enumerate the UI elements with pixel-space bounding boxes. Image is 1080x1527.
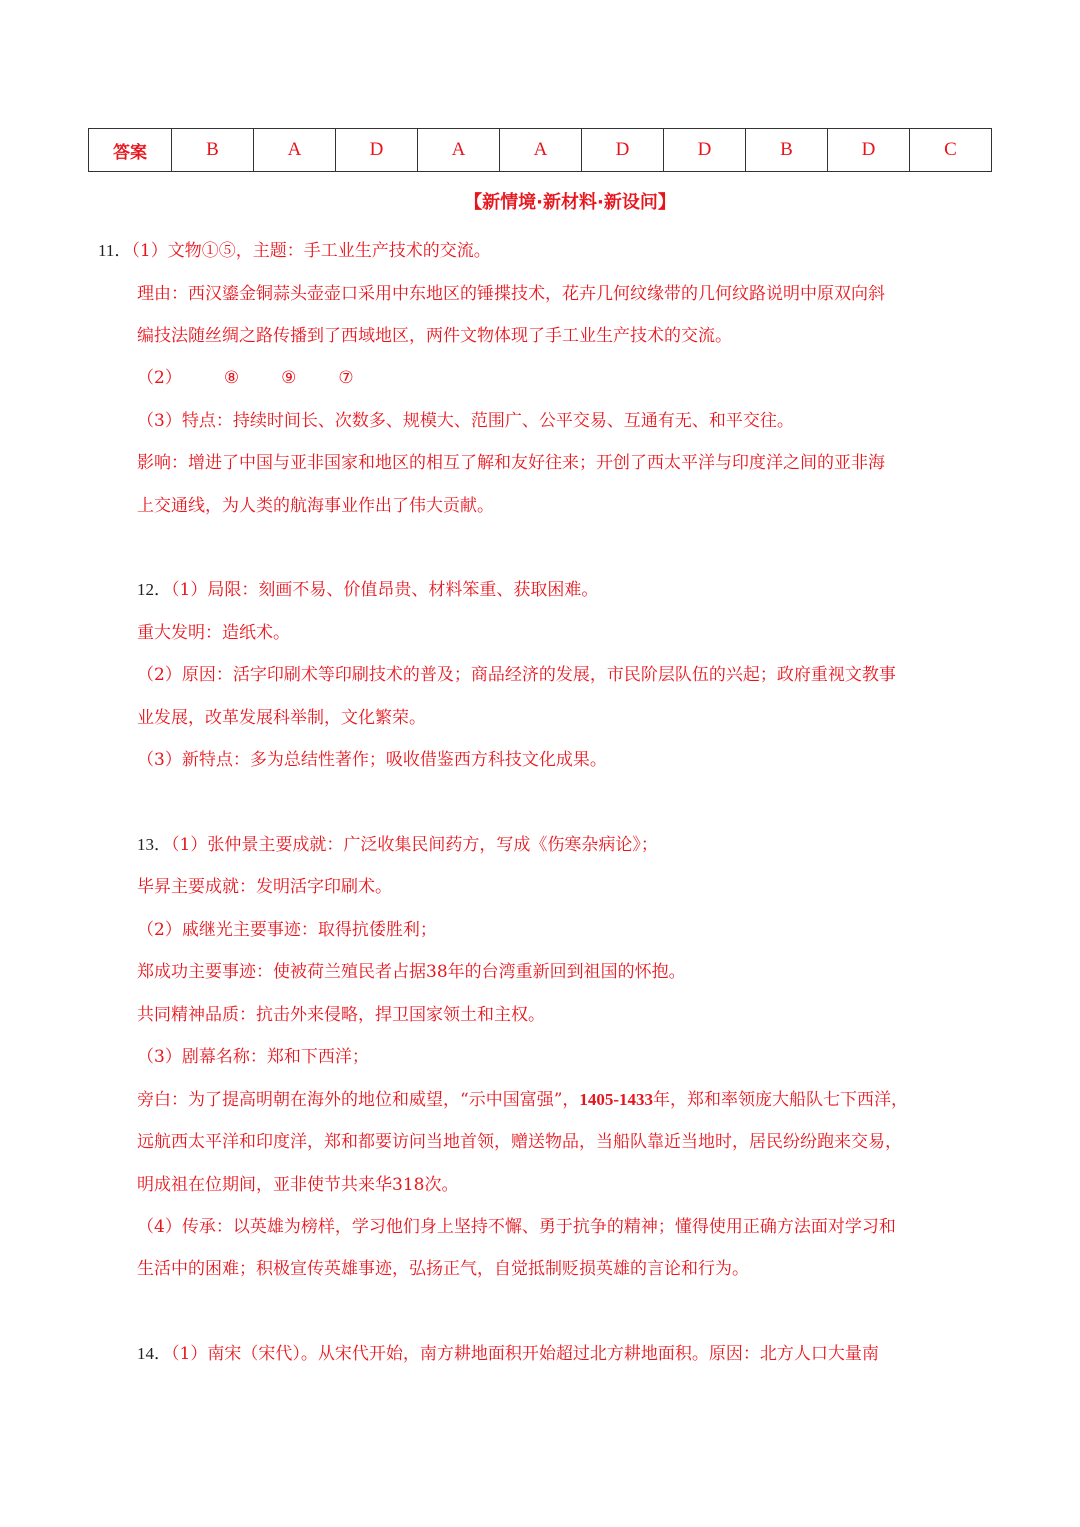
answer-cell: D <box>582 129 664 172</box>
answer-text: 生活中的困难；积极宣传英雄事迹，弘扬正气，自觉抵制贬损英雄的言论和行为。 <box>137 1259 749 1279</box>
answer-text: 影响：增进了中国与亚非国家和地区的相互了解和友好往来；开创了西太平洋与印度洋之间的亚非海 <box>137 453 885 473</box>
q12-line <box>137 577 990 603</box>
answer-text: （3）新特点：多为总结性著作；吸收借鉴西方科技文化成果。 <box>137 750 607 770</box>
answer-text: 毕昇主要成就：发明活字印刷术。 <box>137 877 392 897</box>
answer-text: 重大发明：造纸术。 <box>137 623 290 643</box>
answer-cell: B <box>172 129 254 172</box>
question-number: 13． <box>137 835 171 854</box>
answer-cell: C <box>910 129 992 172</box>
answer-text: （1）文物①⑤，主题：手工业生产技术的交流。 <box>131 241 491 261</box>
answer-text: 共同精神品质：抗击外来侵略，捍卫国家领土和主权。 <box>137 1005 545 1025</box>
answer-text: （2）原因：活字印刷术等印刷技术的普及；商品经济的发展，市民阶层队伍的兴起；政府重视文教事 <box>137 665 896 685</box>
answer-text: 年，郑和率领庞大船队七下西洋， <box>653 1090 909 1110</box>
answer-text: （4）传承：以英雄为榜样，学习他们身上坚持不懈、勇于抗争的精神；懂得使用正确方法面对学习和 <box>137 1217 896 1237</box>
answer-text: （1）张仲景主要成就：广泛收集民间药方，写成《伤寒杂病论》； <box>171 835 658 855</box>
answer-cell: A <box>254 129 336 172</box>
year-range: 1405-1433 <box>579 1090 654 1109</box>
answer-text: （1）局限：刻画不易、价值昂贵、材料笨重、获取困难。 <box>171 580 599 600</box>
choice-answer: ⑧ <box>223 368 240 388</box>
choice-answer: ⑨ <box>281 368 297 388</box>
answer-text: 旁白：为了提高明朝在海外的地位和威望，“示中国富强”， <box>137 1090 580 1110</box>
question-number: 11． <box>98 241 132 260</box>
answer-text: 明成祖在位期间，亚非使节共来华318次。 <box>137 1175 459 1195</box>
answer-text: （3）特点：持续时间长、次数多、规模大、范围广、公平交易、互通有无、和平交往。 <box>137 411 794 431</box>
choice-answer: ⑦ <box>338 368 354 388</box>
answer-text: （1）南宋（宋代）。从宋代开始，南方耕地面积开始超过北方耕地面积。原因：北方人口大量南 <box>171 1344 879 1364</box>
answer-text: 编技法随丝绸之路传播到了西域地区，两件文物体现了手工业生产技术的交流。 <box>137 326 732 346</box>
q11-part2-line <box>137 365 990 391</box>
answer-text: 上交通线，为人类的航海事业作出了伟大贡献。 <box>137 496 494 516</box>
answer-text: （3）剧幕名称：郑和下西洋； <box>137 1047 369 1067</box>
q14-line <box>137 1341 990 1367</box>
answer-text: 郑成功主要事迹：使被荷兰殖民者占据38年的台湾重新回到祖国的怀抱。 <box>137 962 686 982</box>
answer-text: 理由：西汉鎏金铜蒜头壶壶口采用中东地区的锤揲技术，花卉几何纹缘带的几何纹路说明中原双向斜 <box>137 284 885 304</box>
answer-cell: D <box>828 129 910 172</box>
answer-text: 业发展，改革发展科举制，文化繁荣。 <box>137 708 426 728</box>
answer-header-cell: 答案 <box>89 129 172 172</box>
answer-row <box>89 129 992 172</box>
section-title: 【新情境·新材料·新设问】 <box>464 192 676 213</box>
q11-line <box>98 238 990 264</box>
answer-cell: A <box>500 129 582 172</box>
answer-text: 远航西太平洋和印度洋，郑和都要访问当地首领，赠送物品，当船队靠近当地时，居民纷纷跑来交易， <box>137 1132 902 1152</box>
answer-cell: D <box>336 129 418 172</box>
answer-cell: A <box>418 129 500 172</box>
answer-text: （2）戚继光主要事迹：取得抗倭胜利； <box>137 920 437 940</box>
q13-line <box>137 832 990 858</box>
answer-cell: D <box>664 129 746 172</box>
answer-table <box>88 128 992 172</box>
question-number: 12． <box>137 580 171 599</box>
part-label: （2） <box>137 368 182 388</box>
answer-cell: B <box>746 129 828 172</box>
q13-narration-line <box>137 1087 990 1113</box>
question-number: 14． <box>137 1344 171 1363</box>
